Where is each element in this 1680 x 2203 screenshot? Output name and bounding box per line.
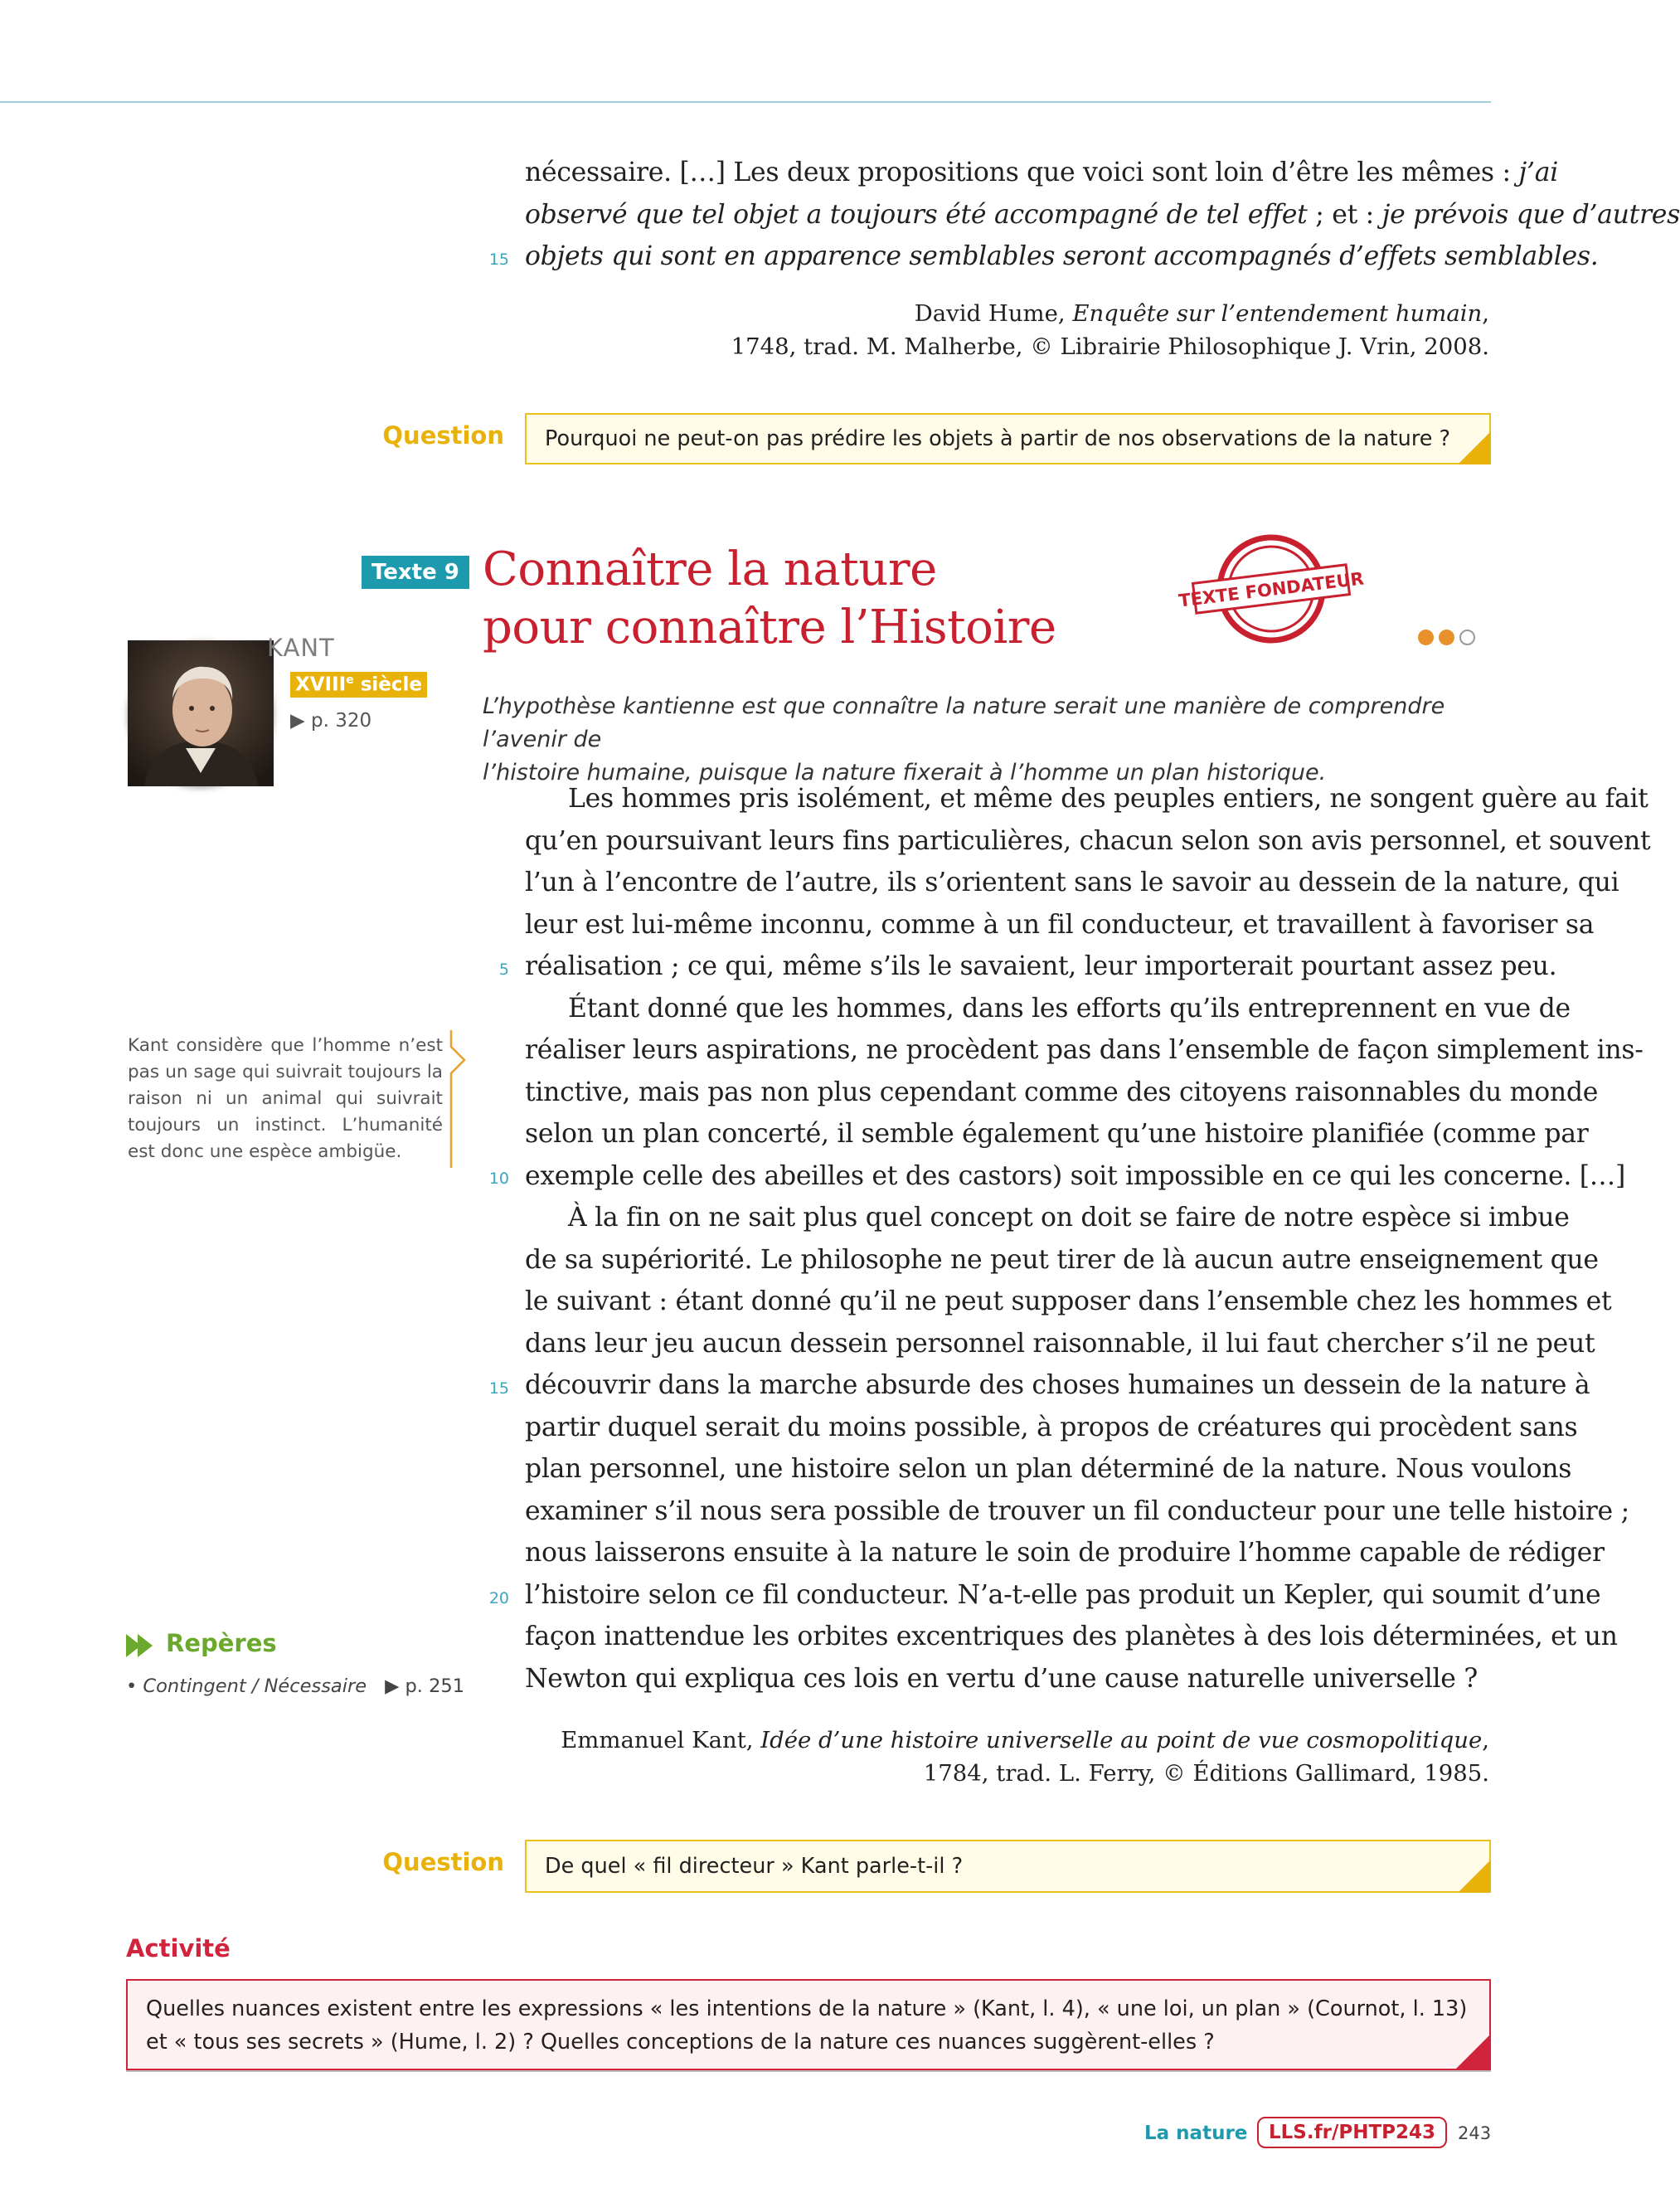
difficulty-dot-empty [1459,630,1475,645]
footer-section: La nature [1144,2123,1248,2144]
century-badge: XVIIIe siècle [290,672,427,698]
page-number: 243 [1458,2123,1492,2143]
line-number: 15 [488,1379,509,1398]
footer-link[interactable]: LLS.fr/PHTP243 [1257,2117,1447,2148]
page-title: Connaître la nature pour connaître l’Histoire [483,542,1056,654]
texte-fondateur-stamp [1177,531,1366,647]
author-page-ref: ▶ p. 320 [290,710,372,732]
question-text: Pourquoi ne peut-on pas prédire les objets à partir de nos observations de la nature ? [545,426,1451,451]
difficulty-dot-filled [1418,630,1434,645]
kant-portrait [128,640,274,786]
line-number: 15 [488,250,509,269]
activite-line-2: et « tous ses secrets » (Hume, l. 2) ? Quelles conceptions de la nature ces nuances suggèrent-elles ? [146,2030,1215,2055]
bracket-icon [448,1029,473,1170]
question-label: Question [382,421,504,450]
question-box [525,413,1491,464]
kant-text [525,778,1651,1700]
activite-box [126,1979,1491,2070]
question-text: De quel « fil directeur » Kant parle-t-il ? [545,1854,964,1879]
line-number: 20 [488,1589,509,1607]
line-number: 10 [488,1170,509,1188]
hume-excerpt [525,152,1680,278]
top-rule [0,101,1491,103]
kant-paragraph-1: Les hommes pris isolément, et même des peuples entiers, ne songent guère au fait qu’en poursuivant leurs fins particulières, chacun selon son avis personnel, et souvent l’un à l’encontre de l’autre, ils s’orientent sans le savoir au dessein de la nature, qui leur est lui-même inconnu, comme à un fil conducteur, et travaillent à favoriser sa réalisation ; ce qui, même s’ils le savaient, leur importerait pourtant assez peu. [525,784,1651,981]
kant-paragraph-3: À la fin on ne sait plus quel concept on doit se faire de notre espèce si imbue de sa supériorité. Le philosophe ne peut tirer de là aucun autre enseignement que le suivant : étant donné qu’il ne peut supposer dans l’ensemble chez les hommes et dans leur jeu aucun dessein personnel raisonnable, il lui faut chercher s’il ne peut découvrir dans la marche absurde des choses humaines un dessein de la nature à partir duquel serait du moins possible, à propos de créatures qui procèdent sans plan personnel, une histoire selon un plan déterminé de la nature. Nous voulons examiner s’il nous sera possible de trouver un fil conducteur pour une telle histoire ; nous laisserons ensuite à la nature le soin de produire l’homme capable de rédiger l’histoire selon ce fil conducteur. N’a-t-elle pas produit un Kepler, qui soumit d’une façon inattendue les orbites excentriques des planètes à des lois déterminées, et un Newton qui expliqua ces lois en vertu d’une cause naturelle universelle ? [525,1203,1629,1694]
kant-citation: Emmanuel Kant, Idée d’une histoire universelle au point de vue cosmopolitique, 1784, trad. L. Ferry, © Éditions Gallimard, 1985. [561,1727,1489,1787]
activite-title: Activité [126,1934,231,1962]
difficulty-dot-filled [1439,630,1454,645]
texte-badge: Texte 9 [362,556,469,589]
divider [126,2070,1491,2072]
question-box [525,1840,1491,1893]
activite-line-1: Quelles nuances existent entre les expressions « les intentions de la nature » (Kant, l. 4), « une loi, un plan » (Cournot, l. 13) [146,1996,1468,2021]
hume-citation: David Hume, Enquête sur l’entendement humain, 1748, trad. M. Malherbe, © Librairie Philosophique J. Vrin, 2008. [731,300,1489,360]
reperes-title: Repères [166,1629,277,1657]
hume-line-2: observé que tel objet a toujours été accompagné de tel effet ; et : je prévois que d’autres [525,199,1680,230]
line-number: 5 [498,960,509,979]
corner-marker-icon [1456,2034,1491,2069]
hume-line-1: nécessaire. […] Les deux propositions que voici sont loin d’être les mêmes : j’ai [525,158,1558,187]
reperes-item[interactable]: • Contingent / Nécessaire ▶ p. 251 [126,1675,465,1697]
corner-marker-icon [1458,431,1491,464]
corner-marker-icon [1458,1860,1491,1893]
difficulty-indicator [1418,630,1480,649]
kant-paragraph-2: Étant donné que les hommes, dans les efforts qu’ils entreprennent en vue de réaliser leurs aspirations, ne procèdent pas dans l’ensemble de façon simplement ins- tinctive, mais pas non plus cependant comme des citoyens raisonnables du monde selon un plan concerté, il semble également qu’une histoire planifiée (comme par exemple celle des abeilles et des castors) soit impossible en ce qui les concerne. […] [525,993,1644,1191]
question-label: Question [382,1848,504,1876]
margin-note: Kant considère que l’homme n’est pas un sage qui suivrait toujours la raison ni un animal qui suivrait toujours un instinct. L’humanité est donc une espèce ambigüe. [128,1035,443,1162]
intro-text: L’hypothèse kantienne est que connaître la nature serait une manière de comprendre l’avenir de l’histoire humaine, puisque la nature fixerait à l’homme un plan historique. [483,693,1445,785]
author-name: KANT [267,634,335,662]
stamp-label: TEXTE FONDATEUR [1177,568,1366,611]
reperes-arrow-icon [126,1632,163,1659]
hume-line-3: objets qui sont en apparence semblables seront accompagnés d’effets semblables. [525,241,1599,271]
